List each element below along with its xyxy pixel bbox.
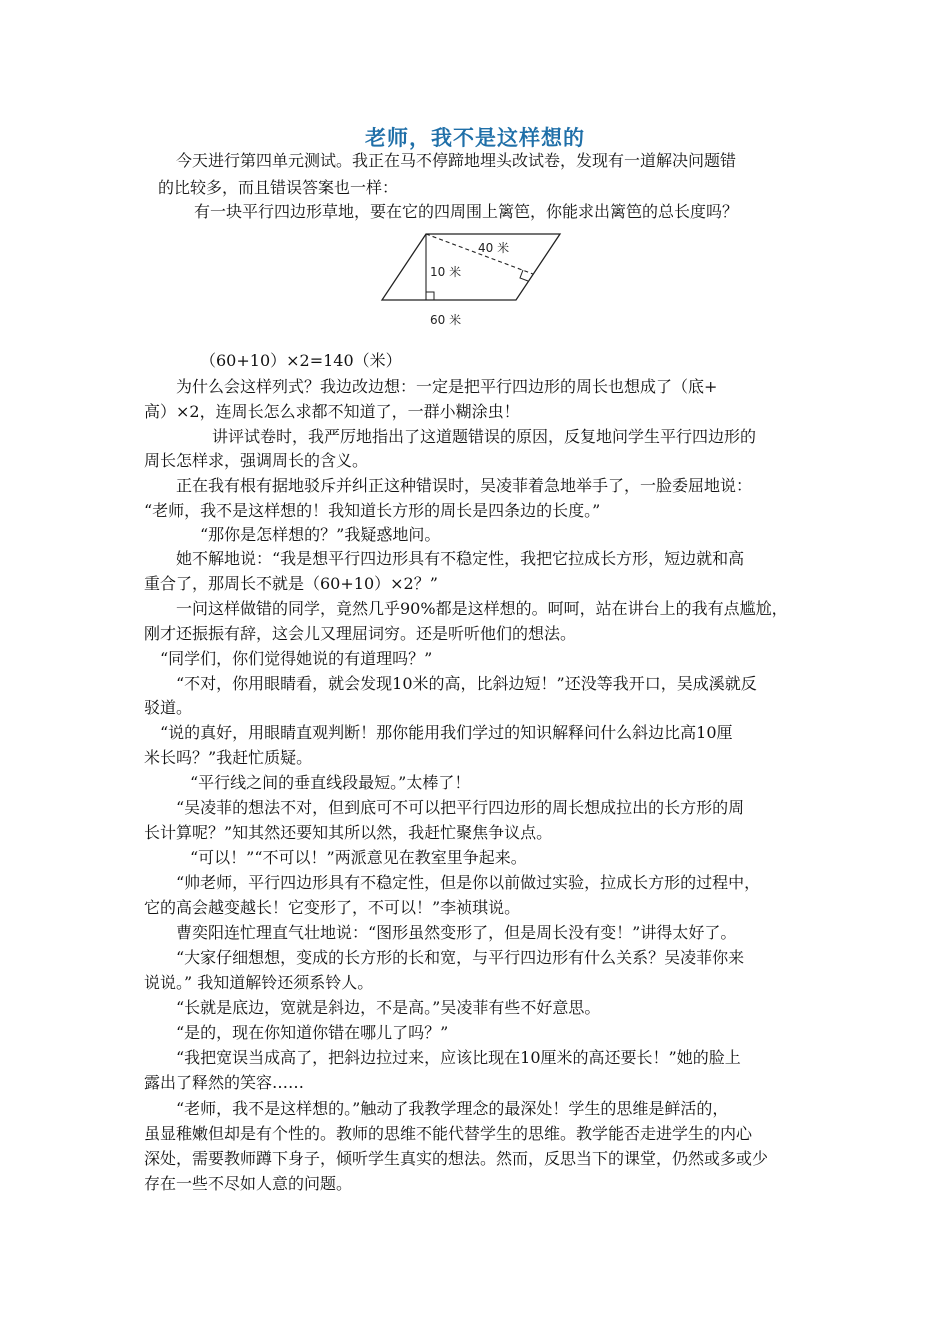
paragraph-line: 重合了，那周长不就是（60+10）×2？” (144, 574, 438, 593)
page-title: 老师，我不是这样想的 (365, 126, 585, 150)
paragraph-line: 周长怎样求，强调周长的含义。 (144, 451, 369, 470)
formula-line: （60+10）×2=140（米） (200, 351, 402, 370)
paragraph-line: 刚才还振振有辞，这会儿又理屈词穷。还是听听他们的想法。 (144, 624, 577, 643)
paragraph-line: 驳道。 (144, 698, 193, 717)
paragraph-line: “可以！”“不可以！”两派意见在教室里争起来。 (190, 848, 527, 867)
paragraph-line: “帅老师，平行四边形具有不稳定性，但是你以前做过实验，拉成长方形的过程中， (176, 873, 761, 892)
paragraph-line: 深处，需要教师蹲下身子，倾听学生真实的想法。然而，反思当下的课堂，仍然或多或少 (144, 1149, 769, 1168)
paragraph-line: 的比较多，而且错误答案也一样： (158, 178, 399, 197)
paragraph-line: 虽显稚嫩但却是有个性的。教师的思维不能代替学生的思维。教学能否走进学生的内心 (144, 1124, 753, 1143)
paragraph-line: 它的高会越变越长！它变形了，不可以！”李祯琪说。 (144, 898, 521, 917)
diagonal-label: 40 米 (478, 241, 510, 255)
paragraph-line: “老师，我不是这样想的。”触动了我教学理念的最深处！学生的思维是鲜活的， (176, 1099, 729, 1118)
paragraph-line: “长就是底边，宽就是斜边，不是高。”吴凌菲有些不好意思。 (176, 998, 601, 1017)
paragraph-line: 露出了释然的笑容…… (144, 1073, 305, 1092)
paragraph-line: “同学们，你们觉得她说的有道理吗？” (160, 649, 433, 668)
paragraph-line: 讲评试卷时，我严厉地指出了这道题错误的原因，反复地问学生平行四边形的 (212, 427, 757, 446)
paragraph-line: “我把宽误当成高了，把斜边拉过来，应该比现在10厘米的高还要长！”她的脸上 (176, 1048, 741, 1067)
paragraph-line: 今天进行第四单元测试。我正在马不停蹄地埋头改试卷，发现有一道解决问题错 (176, 151, 737, 170)
paragraph-line: 一问这样做错的同学，竟然几乎90%都是这样想的。呵呵，站在讲台上的我有点尴尬， (176, 599, 788, 618)
base-label: 60 米 (430, 313, 462, 327)
parallelogram-figure (378, 226, 568, 336)
paragraph-line: “吴凌菲的想法不对，但到底可不可以把平行四边形的周长想成拉出的长方形的周 (176, 798, 745, 817)
paragraph-line: 长计算呢？”知其然还要知其所以然，我赶忙聚焦争议点。 (144, 823, 553, 842)
paragraph-line: 曹奕阳连忙理直气壮地说：“图形虽然变形了，但是周长没有变！”讲得太好了。 (176, 923, 737, 942)
paragraph-line: 存在一些不尽如人意的问题。 (144, 1174, 353, 1193)
height-label: 10 米 (430, 265, 462, 279)
paragraph-line: 说说。” 我知道解铃还须系铃人。 (144, 973, 374, 992)
paragraph-line: “老师，我不是这样想的！我知道长方形的周长是四条边的长度。” (144, 501, 601, 520)
paragraph-line: 正在我有根有据地驳斥并纠正这种错误时，吴凌菲着急地举手了，一脸委屈地说： (176, 476, 753, 495)
paragraph-line: “大家仔细想想，变成的长方形的长和宽，与平行四边形有什么关系？吴凌菲你来 (176, 948, 745, 967)
paragraph-line: “不对，你用眼睛看，就会发现10米的高，比斜边短！”还没等我开口，吴成溪就反 (176, 674, 757, 693)
paragraph-line: 她不解地说：“我是想平行四边形具有不稳定性，我把它拉成长方形，短边就和高 (176, 549, 745, 568)
paragraph-line: 高）×2，连周长怎么求都不知道了，一群小糊涂虫！ (144, 402, 520, 421)
paragraph-line: 米长吗？”我赶忙质疑。 (144, 748, 313, 767)
paragraph-line: “说的真好，用眼睛直观判断！那你能用我们学过的知识解释问什么斜边比高10厘 (160, 723, 733, 742)
paragraph-line: 有一块平行四边形草地，要在它的四周围上篱笆，你能求出篱笆的总长度吗？ (194, 202, 739, 221)
paragraph-line: “那你是怎样想的？”我疑惑地问。 (200, 525, 441, 544)
paragraph-line: “平行线之间的垂直线段最短。”太棒了！ (190, 773, 471, 792)
paragraph-line: 为什么会这样列式？我边改边想：一定是把平行四边形的周长也想成了（底+ (176, 377, 718, 396)
paragraph-line: “是的，现在你知道你错在哪儿了吗？” (176, 1023, 449, 1042)
